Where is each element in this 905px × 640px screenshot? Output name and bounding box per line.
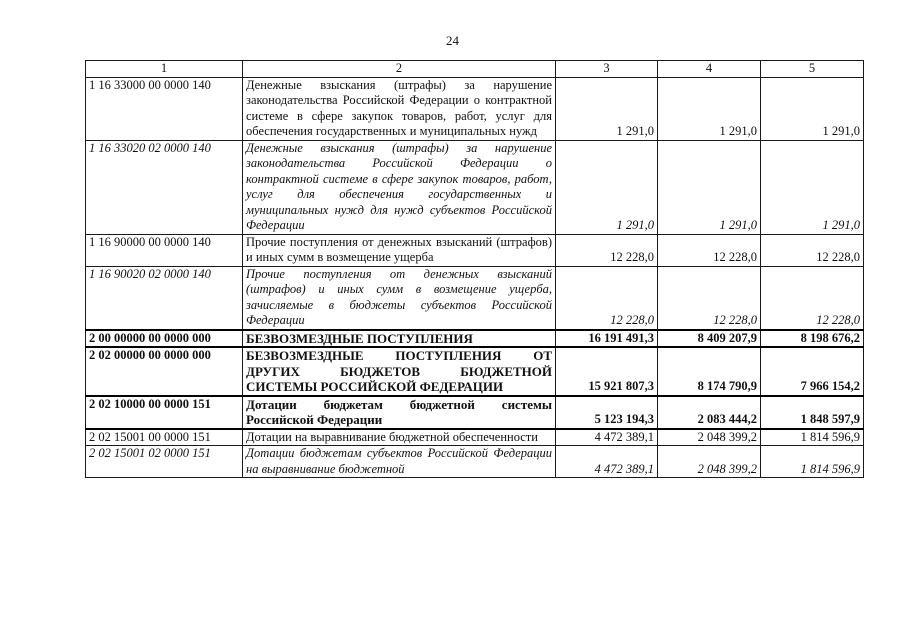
header-col-3: 3 [556,61,658,78]
table-row [86,429,864,446]
row-code: 1 16 33020 02 0000 140 [86,140,243,234]
table-row [86,77,864,140]
row-code: 1 16 90000 00 0000 140 [86,234,243,266]
row-value-col4: 2 048 399,2 [658,446,761,478]
row-value-col3: 16 191 491,3 [556,330,658,348]
row-code: 2 02 15001 00 0000 151 [86,429,243,446]
row-value-col5: 1 291,0 [761,140,864,234]
row-name: Дотации бюджетам субъектов Российской Федерации на выравнивание бюджетной [243,446,556,478]
row-name: Денежные взыскания (штрафы) за нарушение законодательства Российской Федерации о контрактной системе в сфере закупок товаров, работ, услуг для обеспечения государственных и муниципальных нужд [243,77,556,140]
row-value-col3: 4 472 389,1 [556,446,658,478]
row-value-col3: 15 921 807,3 [556,347,658,396]
row-value-col5: 12 228,0 [761,234,864,266]
row-value-col3: 5 123 194,3 [556,396,658,429]
row-name: БЕЗВОЗМЕЗДНЫЕ ПОСТУПЛЕНИЯ ОТ ДРУГИХ БЮДЖЕТОВ БЮДЖЕТНОЙ СИСТЕМЫ РОССИЙСКОЙ ФЕДЕРАЦИИ [243,347,556,396]
table-row [86,140,864,234]
budget-revenue-table [85,60,864,478]
row-code: 2 02 00000 00 0000 000 [86,347,243,396]
table-row [86,330,864,348]
row-value-col4: 12 228,0 [658,234,761,266]
row-code: 1 16 90020 02 0000 140 [86,266,243,330]
row-name: Дотации на выравнивание бюджетной обеспеченности [243,429,556,446]
row-value-col4: 8 409 207,9 [658,330,761,348]
table-row [86,396,864,429]
row-value-col4: 2 083 444,2 [658,396,761,429]
row-name: Прочие поступления от денежных взысканий (штрафов) и иных сумм в возмещение ущерба, зачисляемые в бюджеты субъектов Российской Федерации [243,266,556,330]
row-value-col4: 8 174 790,9 [658,347,761,396]
row-value-col3: 12 228,0 [556,234,658,266]
table-row [86,347,864,396]
row-value-col5: 8 198 676,2 [761,330,864,348]
table-row [86,234,864,266]
row-value-col5: 1 814 596,9 [761,446,864,478]
row-code: 2 02 15001 02 0000 151 [86,446,243,478]
row-code: 2 02 10000 00 0000 151 [86,396,243,429]
row-code: 2 00 00000 00 0000 000 [86,330,243,348]
header-col-1: 1 [86,61,243,78]
row-value-col3: 4 472 389,1 [556,429,658,446]
row-name: Прочие поступления от денежных взысканий (штрафов) и иных сумм в возмещение ущерба [243,234,556,266]
row-value-col4: 1 291,0 [658,77,761,140]
row-value-col5: 1 848 597,9 [761,396,864,429]
row-name: Дотации бюджетам бюджетной системы Российской Федерации [243,396,556,429]
table-row [86,266,864,330]
row-value-col5: 7 966 154,2 [761,347,864,396]
row-name: БЕЗВОЗМЕЗДНЫЕ ПОСТУПЛЕНИЯ [243,330,556,348]
row-value-col3: 12 228,0 [556,266,658,330]
row-code: 1 16 33000 00 0000 140 [86,77,243,140]
table-row [86,446,864,478]
header-col-5: 5 [761,61,864,78]
row-value-col3: 1 291,0 [556,77,658,140]
header-col-4: 4 [658,61,761,78]
page-number: 24 [446,33,459,48]
row-value-col5: 1 291,0 [761,77,864,140]
header-col-2: 2 [243,61,556,78]
row-name: Денежные взыскания (штрафы) за нарушение законодательства Российской Федерации о контрактной системе в сфере закупок товаров, работ, услуг для обеспечения государственных и муниципальных нужд для нужд субъектов Российской Федерации [243,140,556,234]
row-value-col4: 12 228,0 [658,266,761,330]
row-value-col4: 1 291,0 [658,140,761,234]
row-value-col4: 2 048 399,2 [658,429,761,446]
table-header-row [86,61,864,78]
row-value-col5: 1 814 596,9 [761,429,864,446]
row-value-col5: 12 228,0 [761,266,864,330]
row-value-col3: 1 291,0 [556,140,658,234]
